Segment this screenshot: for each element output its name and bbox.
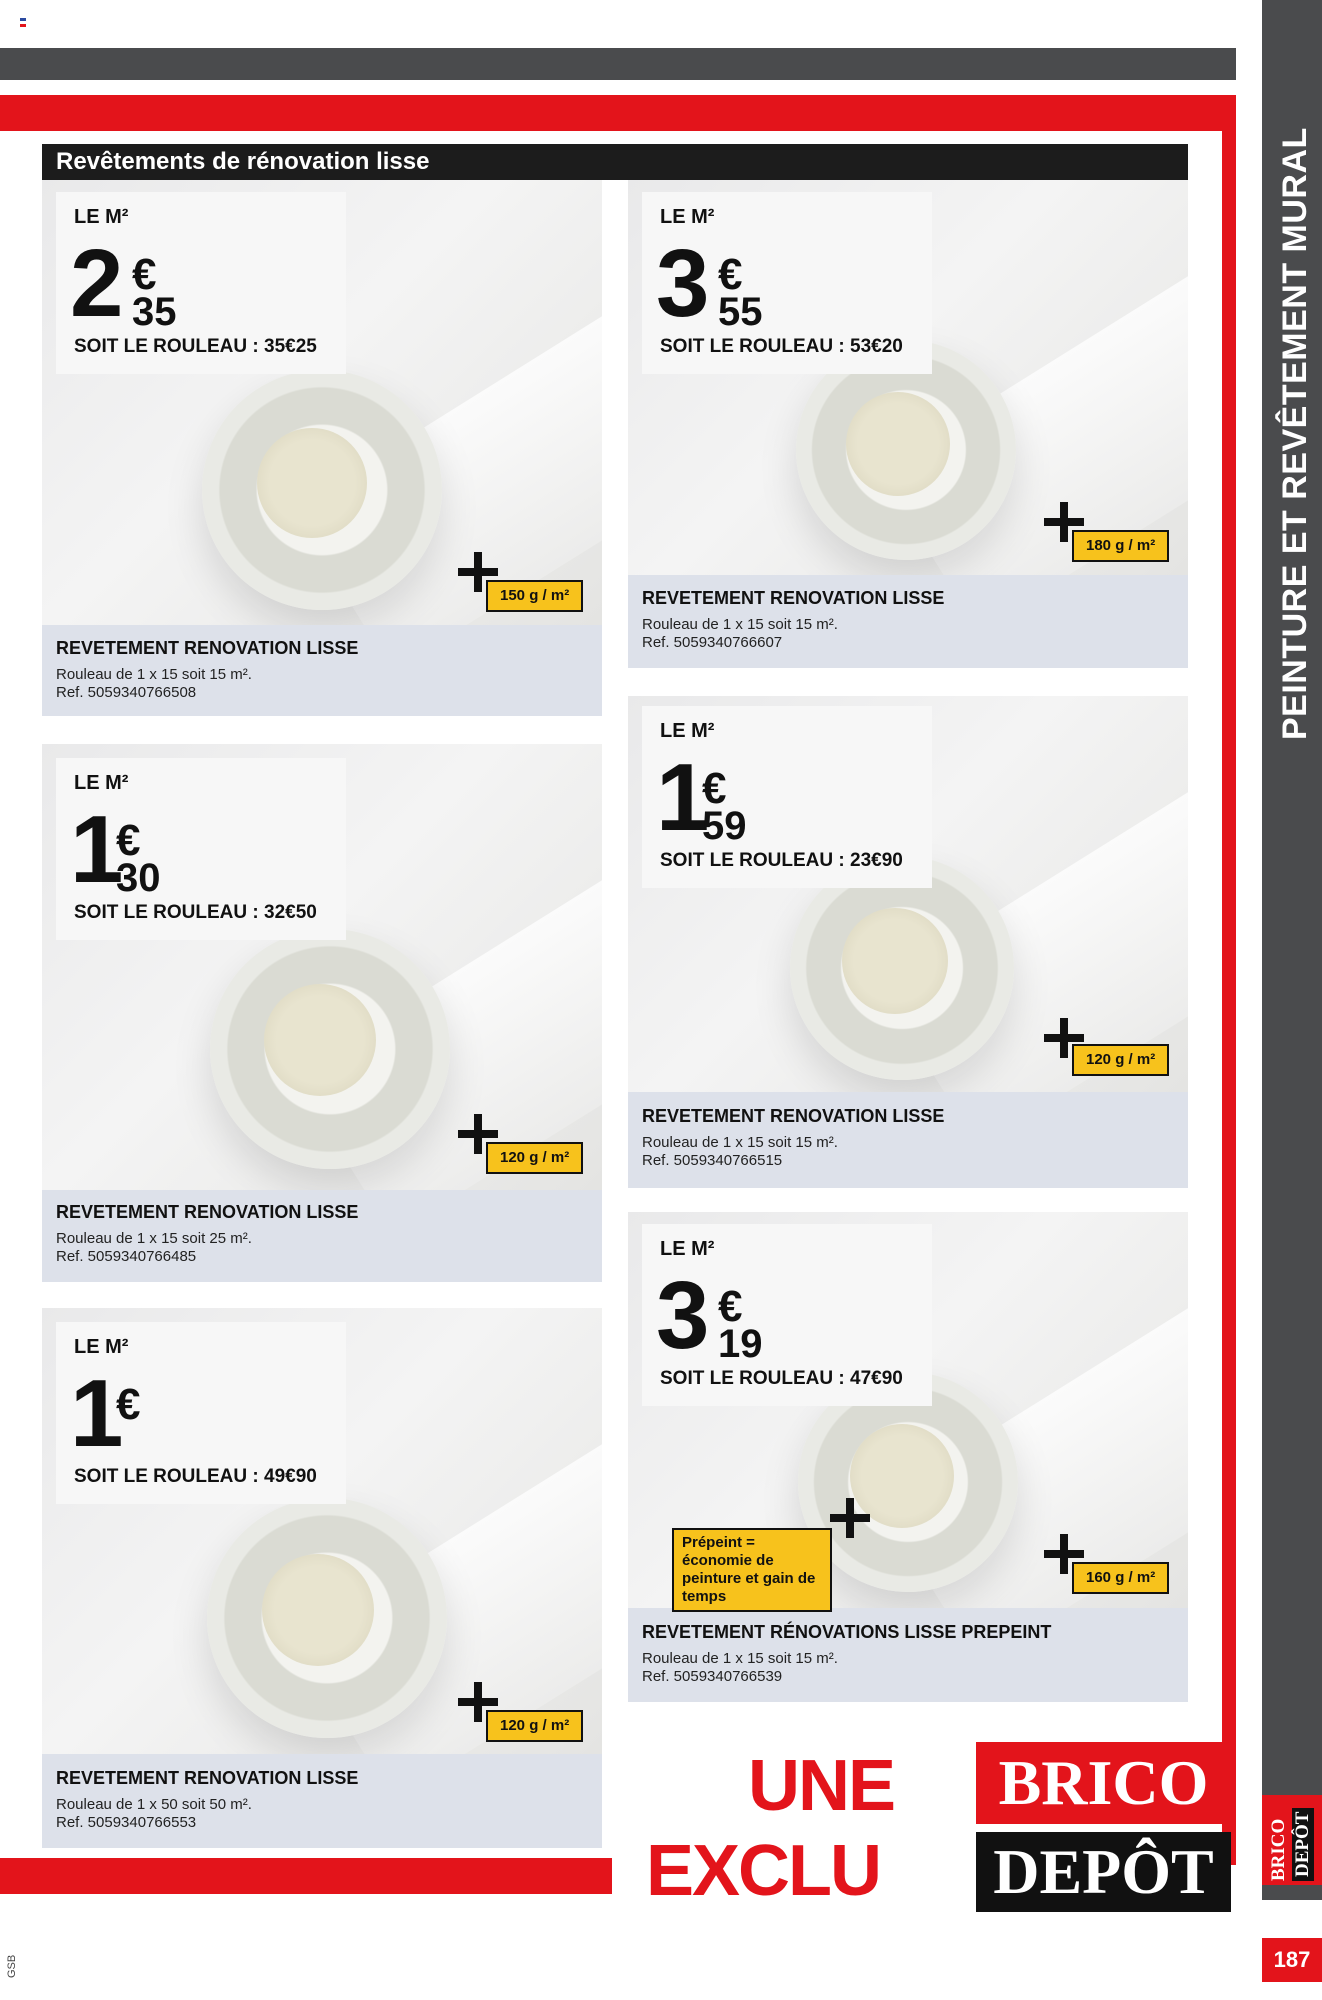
grammage-badge: 160 g / m² bbox=[1072, 1562, 1169, 1594]
section-title: Revêtements de rénovation lisse bbox=[42, 144, 1188, 180]
price-currency: € bbox=[718, 1282, 743, 1331]
grammage-badge: 120 g / m² bbox=[486, 1710, 583, 1742]
unit-label: LE M² bbox=[74, 206, 129, 228]
plus-icon-bar bbox=[830, 1514, 870, 1522]
flag-icon bbox=[20, 18, 26, 27]
product-card[interactable] bbox=[42, 744, 602, 1282]
product-name: REVETEMENT RENOVATION LISSE bbox=[56, 638, 359, 658]
price-integer: 1 bbox=[656, 744, 706, 851]
price-currency: € bbox=[702, 764, 727, 813]
unit-label: LE M² bbox=[660, 206, 715, 228]
brand-logo-top: BRICO bbox=[976, 1742, 1231, 1824]
top-red-bar bbox=[0, 95, 1236, 131]
grammage-badge: 180 g / m² bbox=[1072, 530, 1169, 562]
top-grey-bar bbox=[0, 48, 1236, 80]
product-reference: Ref. 5059340766539 bbox=[642, 1668, 783, 1685]
product-reference: Ref. 5059340766485 bbox=[56, 1248, 197, 1265]
unit-label: LE M² bbox=[660, 720, 715, 742]
category-title-text: PEINTURE ET REVÊTEMENT MURAL bbox=[1276, 127, 1314, 740]
plus-icon-bar bbox=[458, 568, 498, 576]
price-decimal: 55 bbox=[718, 290, 763, 334]
roll-price: SOIT LE ROULEAU : 35€25 bbox=[74, 336, 317, 357]
page-number: 187 bbox=[1262, 1938, 1322, 1982]
product-description: Rouleau de 1 x 15 soit 25 m². bbox=[56, 1230, 252, 1247]
product-description: Rouleau de 1 x 15 soit 15 m². bbox=[642, 1134, 838, 1151]
roll-price: SOIT LE ROULEAU : 23€90 bbox=[660, 850, 903, 871]
price-box bbox=[56, 192, 346, 374]
price-box bbox=[642, 192, 932, 374]
product-name: REVETEMENT RENOVATION LISSE bbox=[56, 1202, 359, 1222]
price-currency: € bbox=[132, 250, 157, 299]
product-name: REVETEMENT RENOVATION LISSE bbox=[642, 1106, 945, 1126]
product-card[interactable] bbox=[628, 180, 1188, 668]
plus-icon-bar bbox=[1044, 1034, 1084, 1042]
product-reference: Ref. 5059340766515 bbox=[642, 1152, 783, 1169]
product-reference: Ref. 5059340766508 bbox=[56, 684, 197, 701]
prepeint-note: Prépeint = économie de peinture et gain de temps bbox=[672, 1528, 832, 1612]
roll-price: SOIT LE ROULEAU : 53€20 bbox=[660, 336, 903, 357]
product-description: Rouleau de 1 x 15 soit 15 m². bbox=[642, 616, 838, 633]
product-reference: Ref. 5059340766553 bbox=[56, 1814, 197, 1831]
plus-icon-bar bbox=[1044, 1550, 1084, 1558]
grammage-badge: 120 g / m² bbox=[486, 1142, 583, 1174]
price-decimal: 19 bbox=[718, 1322, 763, 1366]
product-name: REVETEMENT RENOVATION LISSE bbox=[56, 1768, 359, 1788]
price-decimal: 59 bbox=[702, 804, 747, 848]
side-brand-line1: BRICO bbox=[1268, 1818, 1289, 1881]
plus-icon-bar bbox=[1044, 518, 1084, 526]
price-box bbox=[56, 758, 346, 940]
price-currency: € bbox=[718, 250, 743, 299]
price-integer: 3 bbox=[656, 1262, 706, 1369]
unit-label: LE M² bbox=[74, 772, 129, 794]
plus-icon-bar bbox=[458, 1698, 498, 1706]
side-brand-logo bbox=[1262, 1795, 1322, 1885]
price-decimal: 30 bbox=[116, 856, 161, 900]
roll-price: SOIT LE ROULEAU : 47€90 bbox=[660, 1368, 903, 1389]
product-description: Rouleau de 1 x 50 soit 50 m². bbox=[56, 1796, 252, 1813]
roll-price: SOIT LE ROULEAU : 32€50 bbox=[74, 902, 317, 923]
unit-label: LE M² bbox=[74, 1336, 129, 1358]
price-currency: € bbox=[116, 1380, 141, 1429]
exclu-line2: EXCLU bbox=[646, 1831, 881, 1911]
product-card[interactable] bbox=[628, 1212, 1188, 1702]
side-brand-line2: DEPÔT bbox=[1292, 1808, 1314, 1881]
bottom-red-bar bbox=[0, 1858, 612, 1894]
product-name: REVETEMENT RENOVATION LISSE bbox=[642, 588, 945, 608]
product-reference: Ref. 5059340766607 bbox=[642, 634, 783, 651]
grammage-badge: 120 g / m² bbox=[1072, 1044, 1169, 1076]
product-card[interactable] bbox=[628, 696, 1188, 1188]
price-integer: 3 bbox=[656, 230, 706, 337]
product-card[interactable] bbox=[42, 1308, 602, 1848]
price-decimal: 35 bbox=[132, 290, 177, 334]
price-box bbox=[642, 706, 932, 888]
price-integer: 1 bbox=[70, 796, 120, 903]
plus-icon-bar bbox=[458, 1130, 498, 1138]
brand-logo-bottom: DEPÔT bbox=[976, 1832, 1231, 1912]
roll-price: SOIT LE ROULEAU : 49€90 bbox=[74, 1466, 317, 1487]
price-box bbox=[642, 1224, 932, 1406]
category-title bbox=[1270, 127, 1316, 1480]
price-box bbox=[56, 1322, 346, 1504]
exclu-line1: UNE bbox=[748, 1746, 895, 1826]
price-integer: 2 bbox=[70, 230, 120, 337]
right-red-border bbox=[1222, 95, 1236, 1865]
grammage-badge: 150 g / m² bbox=[486, 580, 583, 612]
product-description: Rouleau de 1 x 15 soit 15 m². bbox=[56, 666, 252, 683]
product-name: REVETEMENT RÉNOVATIONS LISSE PREPEINT bbox=[642, 1622, 1052, 1642]
unit-label: LE M² bbox=[660, 1238, 715, 1260]
product-description: Rouleau de 1 x 15 soit 15 m². bbox=[642, 1650, 838, 1667]
price-integer: 1 bbox=[70, 1360, 120, 1467]
corner-code: GSB bbox=[6, 1954, 18, 1978]
product-card[interactable] bbox=[42, 180, 602, 716]
price-currency: € bbox=[116, 816, 141, 865]
